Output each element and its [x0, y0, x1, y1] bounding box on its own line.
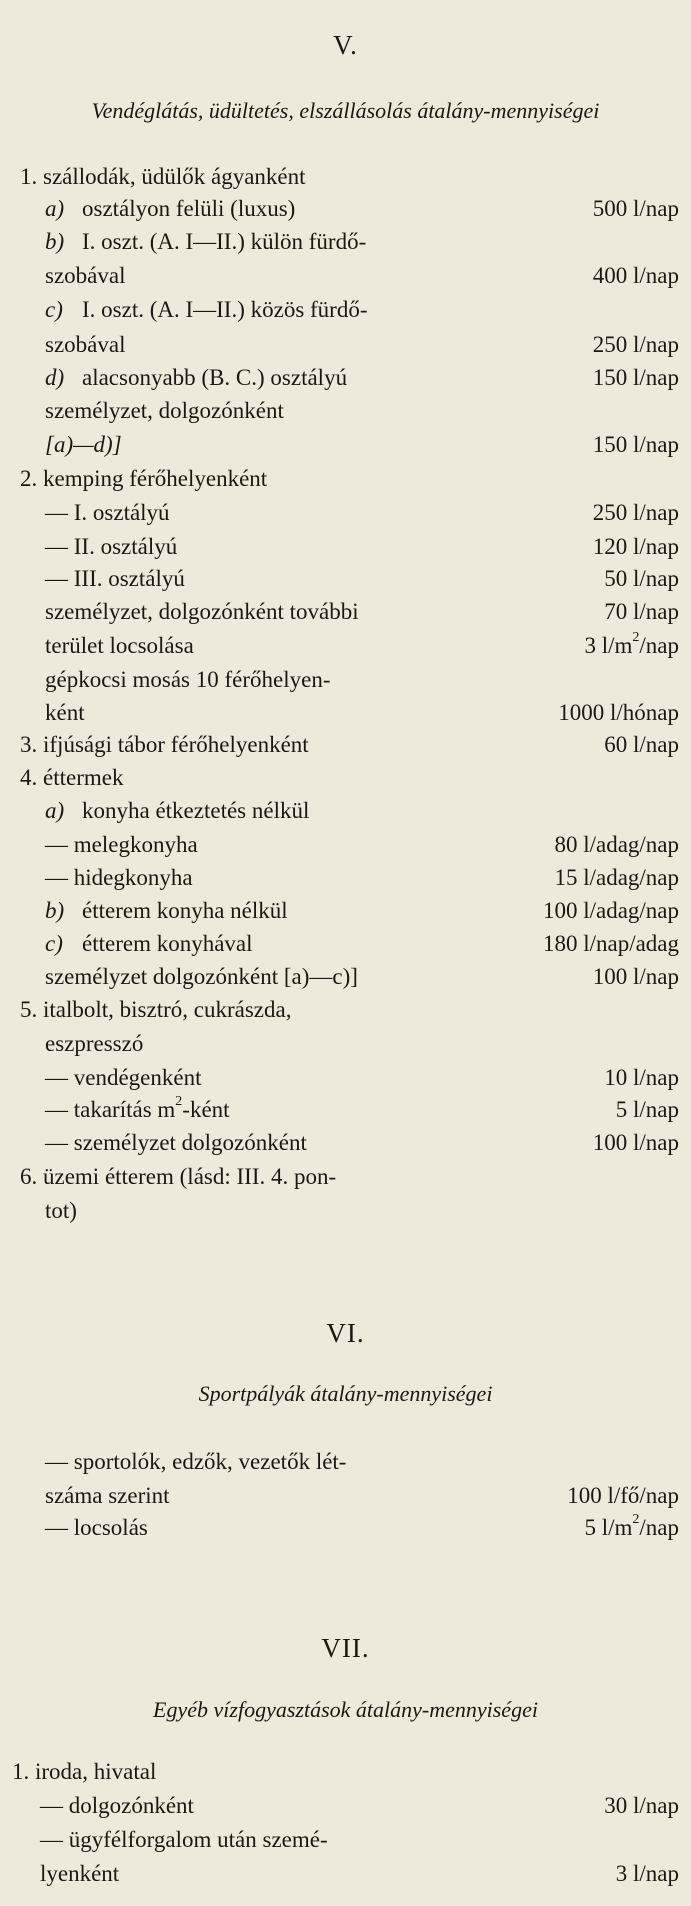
- row-label: — dolgozónként: [40, 1793, 194, 1818]
- table-row: [0, 497, 691, 529]
- table-row: [0, 1062, 691, 1094]
- table-row: [0, 563, 691, 595]
- row-label: osztályon felüli (luxus): [82, 196, 296, 221]
- row-label: 6. üzemi étterem (lásd: III. 4. pon-: [20, 1164, 337, 1189]
- row-label: 5. italbolt, bisztró, cukrászda,: [20, 997, 292, 1022]
- row-label: I. oszt. (A. I—II.) közös fürdő-: [82, 297, 368, 322]
- row-label: — sportolók, edzők, vezetők lét-: [45, 1449, 347, 1474]
- row-label: I. oszt. (A. I—II.) külön fürdő-: [82, 229, 367, 254]
- row-label: — ügyfélforgalom után szemé-: [40, 1827, 328, 1852]
- row-label: — II. osztályú: [45, 534, 178, 559]
- row-value: 400 l/nap: [592, 263, 679, 288]
- row-value: 100 l/nap: [592, 964, 679, 989]
- row-label: személyzet, dolgozónként további: [45, 599, 359, 624]
- row-label: személyzet, dolgozónként: [45, 398, 284, 423]
- table-row: [0, 161, 691, 193]
- table-row: [0, 226, 691, 258]
- row-value: 150 l/nap: [592, 432, 679, 457]
- row-label: gépkocsi mosás 10 férőhelyen-: [45, 667, 331, 692]
- row-label: terület locsolása: [45, 633, 194, 658]
- row-prefix: b): [45, 229, 65, 254]
- row-value: 250 l/nap: [592, 332, 679, 357]
- row-value: 15 l/adag/nap: [554, 865, 679, 890]
- table-row: [0, 1028, 691, 1060]
- row-label: szobával: [45, 263, 126, 288]
- row-label: személyzet dolgozónként [a)—c)]: [45, 964, 358, 989]
- table-row: [0, 994, 691, 1026]
- table-row: [0, 193, 691, 225]
- row-label: 1. iroda, hivatal: [12, 1759, 157, 1784]
- row-value: 3 l/nap: [615, 1861, 679, 1886]
- row-value: 250 l/nap: [592, 500, 679, 525]
- row-value: 60 l/nap: [604, 732, 679, 757]
- row-value: 180 l/nap/adag: [542, 931, 679, 956]
- section-5-heading: Vendéglátás, üdültetés, elszállásolás átalány-mennyiségei: [91, 98, 600, 123]
- row-label: lyenként: [40, 1861, 120, 1886]
- row-label: étterem konyha nélkül: [82, 898, 288, 923]
- table-row: [0, 1480, 691, 1512]
- table-row: [0, 1858, 691, 1890]
- table-row: [0, 596, 691, 628]
- table-row: [0, 1824, 691, 1856]
- row-prefix: d): [45, 365, 65, 390]
- table-row: [0, 1790, 691, 1822]
- row-prefix: a): [45, 798, 65, 823]
- row-label: tot): [45, 1198, 77, 1223]
- row-label: — takarítás $m^2$-ként: [45, 1094, 230, 1122]
- table-row: [0, 1512, 691, 1544]
- row-value: 120 l/nap: [592, 534, 679, 559]
- row-value: 10 l/nap: [604, 1065, 679, 1090]
- table-row: [0, 1756, 691, 1788]
- section-6-number: VI.: [326, 1318, 365, 1348]
- table-row: [0, 928, 691, 960]
- row-label: alacsonyabb (B. C.) osztályú: [82, 365, 348, 390]
- row-label: étterem konyhával: [82, 931, 253, 956]
- row-label: — I. osztályú: [45, 500, 170, 525]
- row-value: 5 l/nap: [615, 1097, 679, 1122]
- table-row: [0, 829, 691, 861]
- table-row: [0, 429, 691, 461]
- row-value: 50 l/nap: [604, 566, 679, 591]
- row-label: száma szerint: [45, 1483, 170, 1508]
- row-label: konyha étkeztetés nélkül: [82, 798, 310, 823]
- section-6-heading: Sportpályák átalány-mennyiségei: [198, 1381, 493, 1406]
- row-label: 3. ifjúsági tábor férőhelyenként: [20, 732, 309, 757]
- table-row: [0, 463, 691, 495]
- row-label: szobával: [45, 332, 126, 357]
- row-label: — III. osztályú: [45, 566, 185, 591]
- row-label: — locsolás: [45, 1515, 148, 1540]
- row-label: — hidegkonyha: [45, 865, 193, 890]
- table-row: [0, 1161, 691, 1193]
- row-prefix: c): [45, 931, 63, 956]
- section-7-heading: Egyéb vízfogyasztások átalány-mennyiségei: [153, 1697, 538, 1722]
- row-value: 100 l/nap: [592, 1130, 679, 1155]
- row-label: 4. éttermek: [20, 765, 124, 790]
- table-row: [0, 1195, 691, 1227]
- row-value: 5 $l/m^2$/nap: [584, 1512, 679, 1540]
- row-value: 3 $l/m^2$/nap: [584, 630, 679, 658]
- table-row: [0, 531, 691, 563]
- row-label: 1. szállodák, üdülők ágyanként: [20, 164, 306, 189]
- table-row: [0, 329, 691, 361]
- row-label: 2. kemping férőhelyenként: [20, 466, 268, 491]
- row-value: 150 l/nap: [592, 365, 679, 390]
- table-row: [0, 795, 691, 827]
- table-row: [0, 362, 691, 394]
- row-prefix: b): [45, 898, 65, 923]
- row-label: ként: [45, 700, 85, 725]
- row-prefix: a): [45, 196, 65, 221]
- row-value: 70 l/nap: [604, 599, 679, 624]
- row-value: 100 l/fő/nap: [567, 1483, 679, 1508]
- row-value: 80 l/adag/nap: [554, 832, 679, 857]
- row-label: [a)—d)]: [45, 432, 122, 457]
- section-7-number: VII.: [321, 1633, 370, 1663]
- table-row: [0, 961, 691, 993]
- row-label: — vendégenként: [45, 1065, 202, 1090]
- row-label: — személyzet dolgozónként: [45, 1130, 307, 1155]
- row-value: 500 l/nap: [592, 196, 679, 221]
- table-row: [0, 1127, 691, 1159]
- table-row: [0, 1446, 691, 1478]
- section-5-number: V.: [333, 30, 358, 60]
- table-row: [0, 260, 691, 292]
- table-row: [0, 664, 691, 696]
- table-row: [0, 729, 691, 761]
- row-value: 30 l/nap: [604, 1793, 679, 1818]
- row-value: 1000 l/hónap: [558, 700, 679, 725]
- table-row: [0, 862, 691, 894]
- table-row: [0, 762, 691, 794]
- table-row: [0, 395, 691, 427]
- row-prefix: c): [45, 297, 63, 322]
- table-row: [0, 1094, 691, 1126]
- row-label: eszpresszó: [45, 1031, 144, 1056]
- row-value: 100 l/adag/nap: [542, 898, 679, 923]
- table-row: [0, 294, 691, 326]
- table-row: [0, 630, 691, 662]
- table-row: [0, 697, 691, 729]
- table-row: [0, 895, 691, 927]
- row-label: — melegkonyha: [45, 832, 198, 857]
